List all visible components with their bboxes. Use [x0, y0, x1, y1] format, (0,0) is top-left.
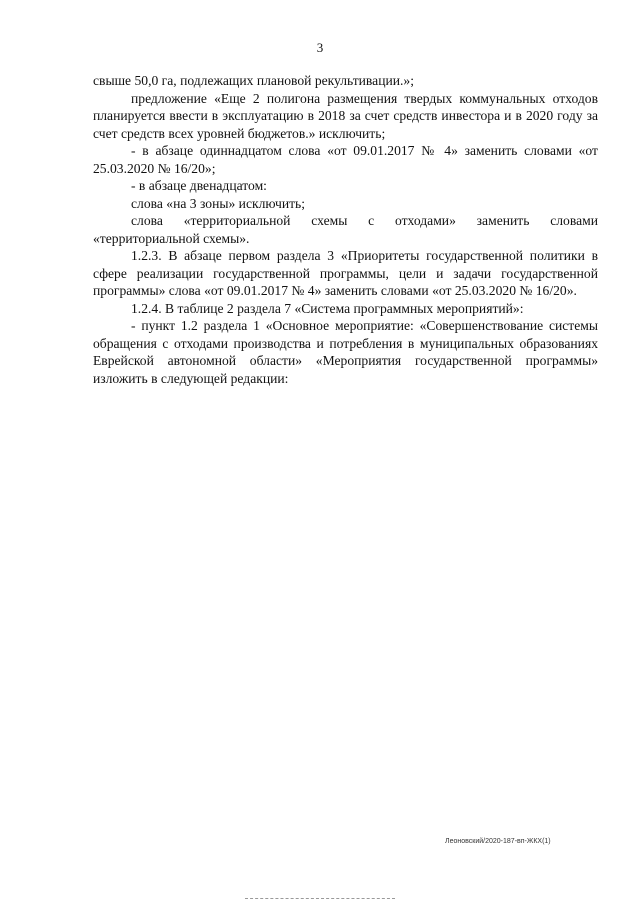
paragraph-5: слова «на 3 зоны» исключить; — [131, 195, 306, 211]
paragraph-6: слова «территориальной схемы с отходами» заменить словами «территориальной схемы». — [93, 213, 598, 246]
document-body — [93, 72, 598, 387]
document-code: Леоновский/2020-187-вп-ЖКХ(1) — [445, 838, 551, 845]
paragraph-7: 1.2.3. В абзаце первом раздела 3 «Приоритеты государственной политики в сфере реализации государственной программы, цели и задачи государственной программы» слова «от 09.01.2017 № 4» заменить словами «от 25.03.2020 № 16/20». — [93, 248, 598, 298]
paragraph-4: - в абзаце двенадцатом: — [131, 178, 267, 193]
paragraph-2: предложение «Еще 2 полигона размещения твердых коммунальных отходов планируется ввести в эксплуатацию в 2018 за счет средств инвестора и в 2020 году за счет средств всех уровней бюджетов.» исключить; — [93, 90, 598, 141]
paragraph-8: 1.2.4. В таблице 2 раздела 7 «Система программных мероприятий»: — [131, 300, 524, 316]
scan-edge-divider — [245, 898, 395, 899]
paragraph-9: - пункт 1.2 раздела 1 «Основное мероприятие: «Совершенствование системы обращения с отходами производства и потребления в муниципальных образованиях Еврейской автономной области» «Мероприятия государственной программы» изложить в следующей редакции: — [93, 318, 598, 386]
paragraph-1: свыше 50,0 га, подлежащих плановой рекультивации.»; — [93, 73, 415, 88]
page-number: 3 — [316, 40, 324, 55]
paragraph-3: - в абзаце одиннадцатом слова «от 09.01.2017 № 4» заменить словами «от 25.03.2020 № 16/20»; — [93, 143, 598, 176]
